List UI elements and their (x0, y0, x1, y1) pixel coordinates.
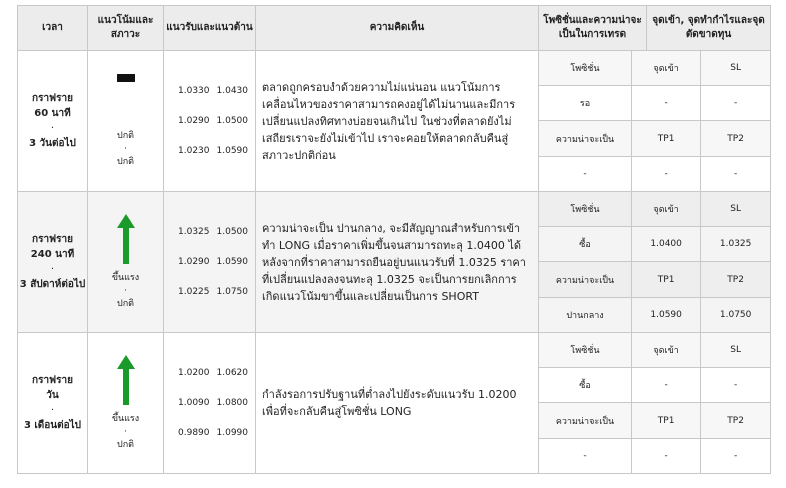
position-grid: โพซิชั่น จุดเข้า SL ซื้อ - - ความน่าจะเป็น TP1 TP2 - - - (539, 333, 770, 473)
sr-level-row: 1.0290 1.0590 (178, 257, 248, 267)
timeframe-cell: กราฟราย 240 นาที · 3 สัปดาห์ต่อไป (18, 192, 88, 333)
position-grid: โพซิชั่น จุดเข้า SL ซื้อ 1.0400 1.0325 ความน่าจะเป็น TP1 TP2 ปานกลาง 1.0590 1.0750 (539, 192, 770, 332)
comment-cell: กำลังรอการปรับฐานที่ต่ำลงไปยังระดับแนวรับ 1.0200 เพื่อที่จะกลับคืนสู่โพซิชั่น LONG (256, 333, 539, 474)
sr-level-row: 1.0090 1.0800 (178, 398, 248, 408)
table-row (18, 333, 771, 474)
support-resistance-cell (164, 333, 256, 474)
sr-level-row: 1.0290 1.0500 (178, 116, 248, 126)
flat-bar-icon (117, 74, 135, 82)
support-resistance-cell (164, 51, 256, 192)
header-trend: แนวโน้มและสภาวะ (88, 6, 164, 51)
comment-cell: ตลาดถูกครอบงำด้วยความไม่แน่นอน แนวโน้มการเคลื่อนไหวของราคาสามารถคงอยู่ได้ไม่นานและมีการเปลี่ยนแปลงทิศทางบ่อยจนเกินไป ในช่วงที่ตลาดยังไม่เสถียรเราจะยังไม่เข้าไป เราจะคอยให้ตลาดกลับคืนสู่สภาวะปกติก่อน (256, 51, 539, 192)
header-comment: ความคิดเห็น (256, 6, 539, 51)
position-grid: โพซิชั่น จุดเข้า SL รอ - - ความน่าจะเป็น TP1 TP2 - - - (539, 51, 770, 191)
table-row (18, 192, 771, 333)
header-levels: จุดเข้า, จุดทำกำไรและจุดตัดขาดทุน (647, 6, 771, 51)
sr-level-row: 1.0200 1.0620 (178, 368, 248, 378)
trading-table (17, 5, 771, 474)
timeframe-cell: กราฟราย วัน · 3 เดือนต่อไป (18, 333, 88, 474)
header-support-resistance: แนวรับและแนวต้าน (164, 6, 256, 51)
position-grid-cell (539, 51, 771, 192)
sr-level-row: 1.0330 1.0430 (178, 86, 248, 96)
position-grid-cell (539, 333, 771, 474)
timeframe-cell: กราฟราย 60 นาที · 3 วันต่อไป (18, 51, 88, 192)
trend-cell: ปกติ · ปกติ (88, 51, 164, 192)
trend-cell: ขึ้นแรง · ปกติ (88, 192, 164, 333)
up-arrow-icon (117, 355, 135, 405)
sr-level-row: 1.0325 1.0500 (178, 227, 248, 237)
sr-level-row: 1.0230 1.0590 (178, 146, 248, 156)
sr-level-row: 0.9890 1.0990 (178, 428, 248, 438)
comment-cell: ความน่าจะเป็น ปานกลาง, จะมีสัญญาณสำหรับการเข้าทำ LONG เมื่อราคาเพิ่มขึ้นจนสามารถทะลุ 1.0400 ได้หลังจากที่ราคาสามารถยืนอยู่บนแนวรับที่ 1.0325 ราคาที่เปลี่ยนแปลงลงจนทะลุ 1.0325 จะเป็นการยกเลิกการเกิดแนวโน้มขาขึ้นและเปลี่ยนเป็นการ SHORT (256, 192, 539, 333)
up-arrow-icon (117, 214, 135, 264)
trend-cell: ขึ้นแรง · ปกติ (88, 333, 164, 474)
position-grid-cell (539, 192, 771, 333)
header-position: โพซิชั่นและความน่าจะเป็นในการเทรด (539, 6, 647, 51)
support-resistance-cell (164, 192, 256, 333)
table-row (18, 51, 771, 192)
header-time: เวลา (18, 6, 88, 51)
header-row (18, 6, 771, 51)
sr-level-row: 1.0225 1.0750 (178, 287, 248, 297)
